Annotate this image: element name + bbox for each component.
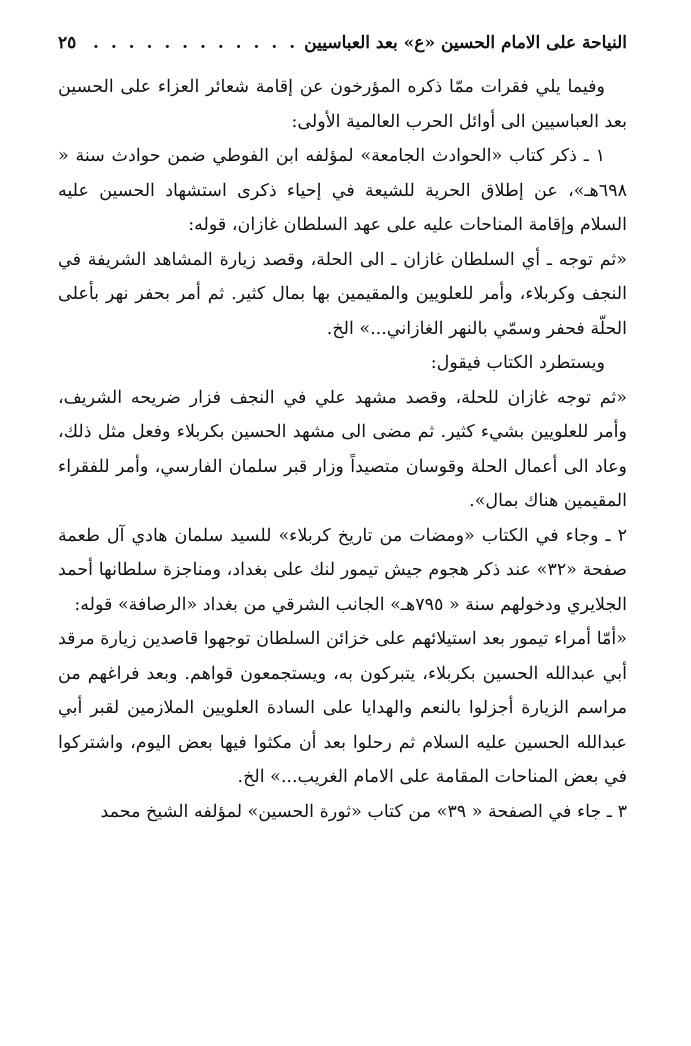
page-body [58, 70, 627, 829]
item-2-paragraph: ٢ ـ وجاء في الكتاب «ومضات من تاريخ كربلاء» للسيد سلمان هادي آل طعمة صفحة «٣٢» عند ذكر هجوم جيش تيمور لنك على بغداد، ومناجزة سلطانها أحمد الجلايري ودخولهم سنة « ٧٩٥هـ» الجانب الشرقي من بغداد «الرصافة» قوله: [58, 525, 627, 615]
quote-3-paragraph: «أمّا أمراء تيمور بعد استيلائهم على خزائن السلطان توجهوا قاصدين زيارة مرقد أبي عبدالله الحسين بكربلاء، يتبركون به، ويستجمعون قواهم. وبعد فراغهم من مراسم الزيارة أجزلوا بالنعم والهدايا على السادة العلويين الملازمين لقبر أبي عبدالله الحسين عليه السلام ثم رحلوا بعد أن مكثوا فيها بعض اليوم، واشتركوا في بعض المناحات المقامة على الامام الغريب...» الخ. [58, 629, 627, 787]
quote-2-paragraph: «ثم توجه غازان للحلة، وقصد مشهد علي في النجف فزار ضريحه الشريف، وأمر للعلويين بشيء كثير. ثم مضى الى مشهد الحسين بكربلاء وفعل مثل ذلك، وعاد الى أعمال الحلة وقوسان متصيداً وزار قبر سلمان الفارسي، وأمر للفقراء المقيمين هناك بمال». [58, 387, 627, 511]
intro-paragraph: وفيما يلي فقرات ممّا ذكره المؤرخون عن إقامة شعائر العزاء على الحسين بعد العباسيين الى أوائل الحرب العالمية الأولى: [58, 77, 627, 132]
item-3-paragraph: ٣ ـ جاء في الصفحة « ٣٩» من كتاب «ثورة الحسين» لمؤلفه الشيخ محمد [100, 801, 627, 822]
quote-1-paragraph: «ثم توجه ـ أي السلطان غازان ـ الى الحلة، وقصد زيارة المشاهد الشريفة في النجف وكربلاء، وأمر للعلويين والمقيمين بها بمال كثير. ثم أمر بحفر نهر بأعلى الحلّة فحفر وسمّي بالنهر الغازاني...» الخ. [58, 249, 627, 339]
page-number: ٢٥ [58, 33, 77, 53]
running-header [58, 30, 627, 56]
running-title: النياحة على الامام الحسين «ع» بعد العباسيين [304, 33, 627, 53]
item-1-paragraph: ١ ـ ذكر كتاب «الحوادث الجامعة» لمؤلفه ابن الفوطي ضمن حوادث سنة « ٦٩٨هـ»، عن إطلاق الحرية للشيعة في إحياء ذكرى استشهاد الحسين عليه السلام وإقامة المناحات عليه على عهد السلطان غازان، قوله: [58, 146, 627, 235]
continuation-paragraph: ويستطرد الكتاب فيقول: [430, 353, 605, 373]
leader-dots [82, 30, 298, 56]
